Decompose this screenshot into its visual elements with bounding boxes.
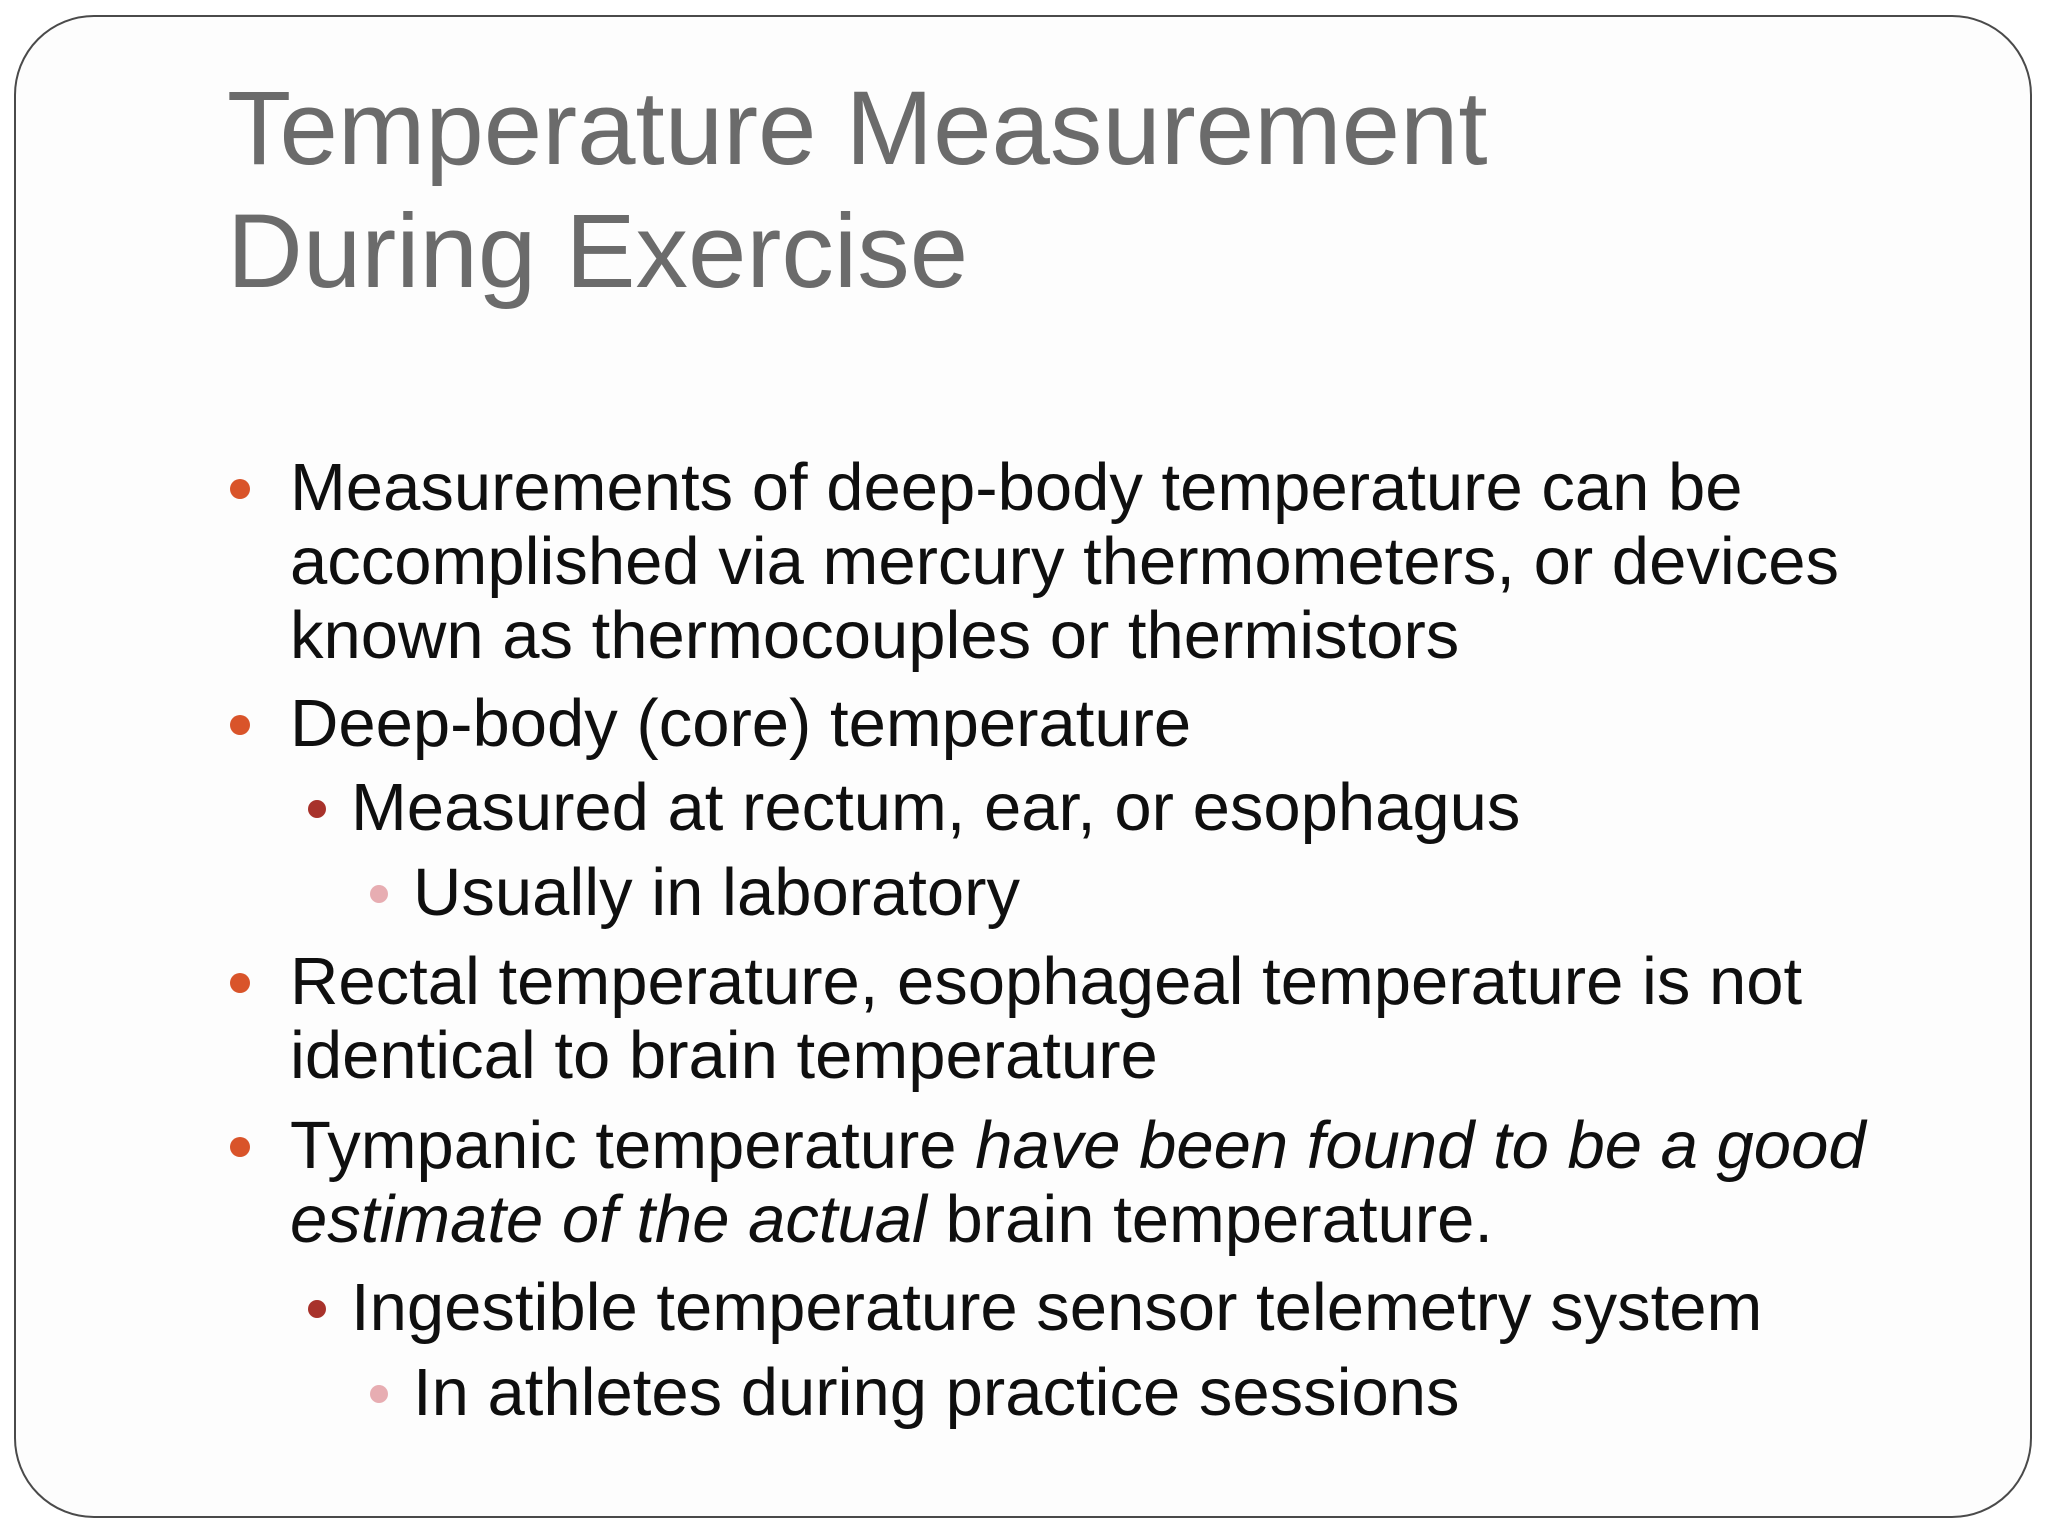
plain-text: Tympanic temperature xyxy=(290,1108,976,1183)
bullet-text-line xyxy=(290,1183,1866,1257)
bullet-item xyxy=(290,1109,1866,1257)
sub-bullet-item xyxy=(351,771,1520,845)
sub-sub-bullet-item xyxy=(413,856,1020,930)
bullet-text-line: Usually in laboratory xyxy=(413,855,1020,930)
title-line: Temperature Measurement xyxy=(227,70,1488,187)
bullet-text-line: identical to brain temperature xyxy=(290,1018,1158,1093)
bullet-list xyxy=(16,17,2030,1516)
sub-bullet-dot-icon xyxy=(308,1300,326,1318)
bullet-text-line: Measured at rectum, ear, or esophagus xyxy=(351,770,1521,845)
sub-sub-bullet-item xyxy=(413,1356,1460,1430)
bullet-text-line: Deep-body (core) temperature xyxy=(290,686,1192,761)
bullet-dot-icon xyxy=(230,1137,250,1157)
sub-bullet-item xyxy=(351,1271,1762,1345)
bullet-dot-icon xyxy=(230,715,250,735)
sub-bullet-dot-icon xyxy=(308,800,326,818)
bullet-text-line: accomplished via mercury thermometers, or devices xyxy=(290,524,1839,599)
sub-sub-bullet-dot-icon xyxy=(370,885,388,903)
bullet-item xyxy=(290,945,1802,1093)
bullet-text-line xyxy=(290,1109,1866,1183)
bullet-text-line: Measurements of deep-body temperature can be xyxy=(290,450,1743,525)
italic-text: estimate of the actual xyxy=(290,1182,927,1257)
sub-sub-bullet-dot-icon xyxy=(370,1385,388,1403)
bullet-text-line: known as thermocouples or thermistors xyxy=(290,598,1460,673)
bullet-dot-icon xyxy=(230,973,250,993)
bullet-item xyxy=(290,687,1191,761)
bullet-item xyxy=(290,451,1839,673)
bullet-text-line: Rectal temperature, esophageal temperature is not xyxy=(290,944,1803,1019)
bullet-dot-icon xyxy=(230,479,250,499)
bullet-text-line: Ingestible temperature sensor telemetry system xyxy=(351,1270,1763,1345)
italic-text: have been found to be a good xyxy=(975,1108,1866,1183)
slide-frame xyxy=(14,15,2032,1518)
bullet-text-line: In athletes during practice sessions xyxy=(413,1355,1460,1430)
title-line: During Exercise xyxy=(227,193,969,310)
plain-text: brain temperature. xyxy=(926,1182,1493,1257)
